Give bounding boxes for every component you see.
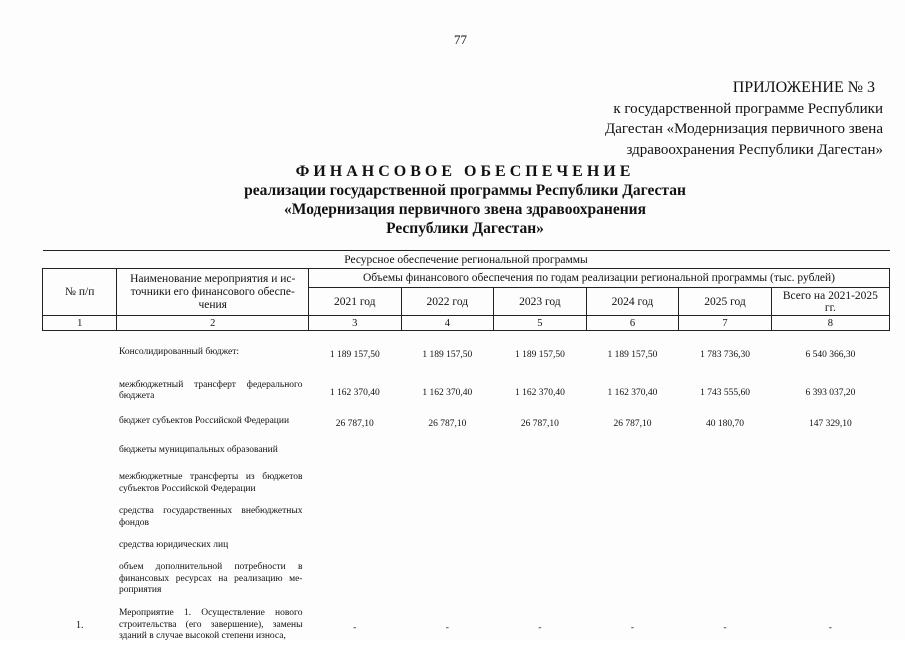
row-value: 40 180,70: [706, 418, 744, 429]
row-value: [308, 534, 401, 558]
row-number: [43, 466, 117, 502]
col-name-header-line-3: чения: [198, 298, 227, 311]
table-row: [43, 534, 890, 558]
table-row: [43, 408, 890, 436]
column-index: 7: [679, 316, 772, 331]
row-value: [494, 502, 587, 534]
appendix-line-2: Дагестан «Модернизация первичного звена: [604, 121, 883, 137]
column-index-row: [43, 316, 890, 331]
row-name: объем дополнительной потребности в финансовых ресурсах на реализацию ме-роприятия: [118, 562, 303, 596]
row-number: [43, 408, 117, 436]
row-value: 1 189 157,50: [514, 349, 565, 360]
resource-header-row: [43, 251, 890, 269]
col-name-header-line-2: точники его финансового обеспе-: [130, 285, 295, 298]
col-name-header-line-1: Наименование мероприятия и ис-: [130, 272, 296, 285]
table-row: [43, 602, 890, 650]
row-value: -: [723, 622, 727, 633]
row-number: [43, 375, 117, 408]
row-number: [43, 331, 117, 375]
resource-header: Ресурсное обеспечение региональной программы: [43, 251, 890, 269]
row-value: -: [353, 622, 357, 633]
row-value: 26 787,10: [335, 418, 374, 429]
row-name: бюджеты муниципальных образований: [118, 444, 278, 455]
year-header-2021: 2021 год: [308, 288, 401, 316]
row-value: 1 189 157,50: [329, 349, 380, 360]
row-value: 1 189 157,50: [607, 349, 658, 360]
row-value: [401, 558, 494, 602]
year-header-2022: 2022 год: [401, 288, 494, 316]
row-number: [43, 558, 117, 602]
row-number: [43, 534, 117, 558]
row-value: 1 162 370,40: [329, 388, 380, 398]
row-value: [308, 502, 401, 534]
row-value: [494, 534, 587, 558]
row-value: [771, 534, 889, 558]
document-heading: [230, 162, 700, 238]
row-value: 26 787,10: [520, 418, 559, 429]
row-value: [679, 534, 772, 558]
row-value: [679, 558, 772, 602]
row-value: 1 743 555,60: [700, 388, 750, 398]
row-value: [771, 466, 889, 502]
row-value: [771, 436, 889, 466]
column-index: 5: [494, 316, 587, 331]
table-row: [43, 331, 890, 375]
row-number: [43, 502, 117, 534]
row-name: средства государственных внебюджетных фондов: [118, 506, 303, 528]
header-row-1: [43, 269, 890, 288]
appendix-line-3: здравоохранения Республики Дагестан»: [626, 141, 883, 158]
row-value: 1 162 370,40: [514, 388, 565, 398]
column-index: 3: [308, 316, 401, 331]
volumes-header: Объемы финансового обеспечения по годам реализации региональной программы (тыс. рублей): [308, 269, 889, 288]
row-value: [401, 502, 494, 534]
column-index: 4: [401, 316, 494, 331]
row-value: [308, 466, 401, 502]
row-name: межбюджетные трансферты из бюджетов субъектов Российской Федерации: [118, 472, 303, 494]
table-row: [43, 558, 890, 602]
row-value: 1 189 157,50: [422, 349, 473, 360]
heading-title: ФИНАНСОВОЕ ОБЕСПЕЧЕНИЕ: [295, 163, 635, 180]
year-header-2024: 2024 год: [586, 288, 679, 316]
row-value: -: [630, 622, 635, 633]
row-value: [401, 466, 494, 502]
row-value: [586, 436, 679, 466]
row-name: бюджет субъектов Российской Федерации: [118, 415, 290, 426]
row-value: [586, 558, 679, 602]
row-value: 6 393 037,20: [805, 388, 856, 398]
row-value: [308, 558, 401, 602]
appendix-block: [563, 78, 883, 160]
row-value: [586, 534, 679, 558]
page-number: 77: [454, 32, 467, 47]
column-index: 1: [43, 316, 117, 331]
row-value: -: [828, 622, 832, 633]
row-value: 1 162 370,40: [607, 388, 658, 398]
row-value: 1 783 736,30: [700, 349, 750, 360]
row-value: [494, 436, 587, 466]
row-value: [679, 502, 772, 534]
table-row: [43, 502, 890, 534]
year-header-2025: 2025 год: [679, 288, 772, 316]
row-value: -: [445, 622, 449, 633]
row-value: [586, 502, 679, 534]
row-name: средства юридических лиц: [118, 539, 229, 550]
heading-line-3: «Модернизация первичного звена здравоохранения: [284, 201, 646, 218]
row-value: 147 329,10: [809, 418, 852, 429]
row-value: [679, 466, 772, 502]
column-index: 6: [586, 316, 679, 331]
row-value: 6 540 366,30: [805, 349, 856, 360]
row-value: -: [538, 622, 542, 633]
col-num-header: № п/п: [43, 269, 117, 316]
column-index: 8: [771, 316, 889, 331]
row-value: [771, 502, 889, 534]
row-value: 26 787,10: [613, 418, 652, 429]
row-value: [771, 558, 889, 602]
row-value: [494, 466, 587, 502]
total-header: [771, 288, 889, 316]
row-number: 1.: [75, 620, 84, 631]
row-value: [494, 558, 587, 602]
row-value: 26 787,10: [428, 418, 467, 429]
row-name: Консолидированный бюджет:: [118, 347, 240, 357]
heading-line-2: реализации государственной программы Республики Дагестан: [244, 182, 686, 199]
table-row: [43, 436, 890, 466]
year-header-2023: 2023 год: [494, 288, 587, 316]
row-number: [43, 436, 117, 466]
appendix-title: ПРИЛОЖЕНИЕ № 3: [732, 79, 875, 96]
row-value: [401, 436, 494, 466]
row-name: межбюджетный трансферт федерального бюджета: [118, 379, 303, 401]
col-name-header: [117, 269, 309, 316]
heading-line-4: Республики Дагестан»: [386, 220, 544, 237]
row-value: [401, 534, 494, 558]
row-value: 1 162 370,40: [422, 388, 473, 398]
row-name: Мероприятие 1. Осуществление нового строительства (его завершение), замены зданий в случае высокой степени износа,: [118, 608, 303, 642]
table-row: [43, 466, 890, 502]
row-value: [308, 436, 401, 466]
row-value: [586, 466, 679, 502]
row-value: [679, 436, 772, 466]
total-header-line-1: Всего на 2021-2025: [782, 289, 878, 302]
table-row: [43, 375, 890, 408]
column-index: 2: [117, 316, 309, 331]
appendix-line-1: к государственной программе Республики: [613, 100, 883, 117]
total-header-line-2: гг.: [824, 301, 836, 314]
financing-table: [42, 250, 890, 650]
